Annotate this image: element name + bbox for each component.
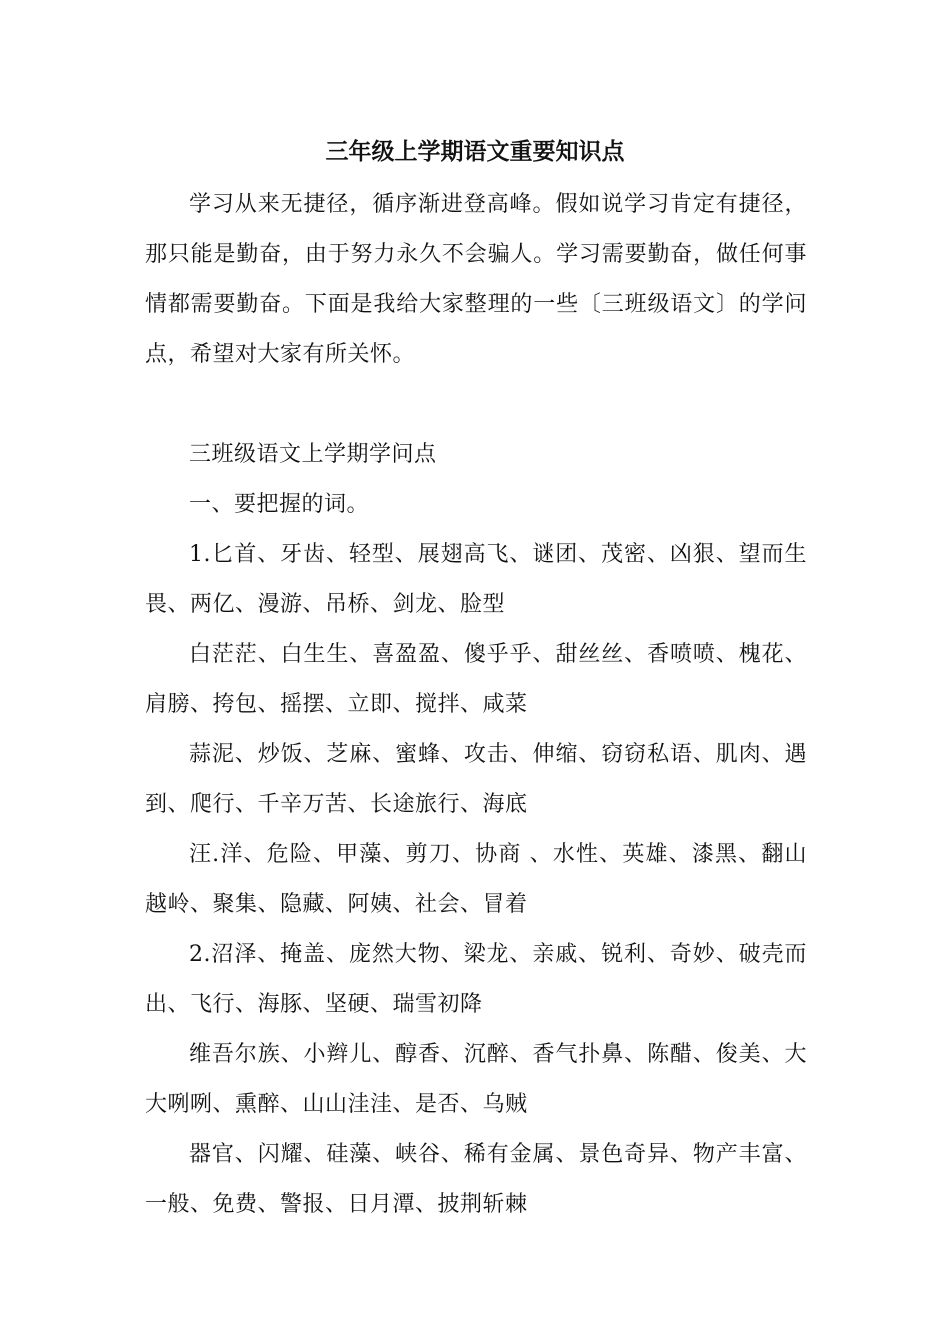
vocab-paragraph-6: 维吾尔族、小辫儿、醇香、沉醉、香气扑鼻、陈醋、俊美、大大咧咧、熏醉、山山洼洼、是否、乌贼	[145, 1042, 807, 1117]
vocab-paragraph-3: 蒜泥、炒饭、芝麻、蜜蜂、攻击、伸缩、窃窃私语、肌肉、遇到、爬行、千辛万苦、长途旅行、海底	[145, 742, 807, 817]
vocab-paragraph-5: 2.沼泽、掩盖、庞然大物、梁龙、亲戚、锐利、奇妙、破壳而出、飞行、海豚、坚硬、瑞雪初降	[145, 942, 807, 1017]
vocab-paragraph-1: 1.匕首、牙齿、轻型、展翅高飞、谜团、茂密、凶狠、望而生畏、两亿、漫游、吊桥、剑龙、脸型	[145, 542, 807, 617]
intro-paragraph: 学习从来无捷径，循序渐进登高峰。假如说学习肯定有捷径，那只能是勤奋，由于努力永久不会骗人。学习需要勤奋，做任何事情都需要勤奋。下面是我给大家整理的一些〔三班级语文〕的学问点，希望对大家有所关怀。	[145, 192, 807, 367]
document-body	[145, 180, 807, 1230]
vocab-paragraph-2: 白茫茫、白生生、喜盈盈、傻乎乎、甜丝丝、香喷喷、槐花、肩膀、挎包、摇摆、立即、搅拌、咸菜	[145, 642, 807, 717]
subsection-heading: 一、要把握的词。	[189, 492, 370, 517]
document-title: 三年级上学期语文重要知识点	[325, 138, 625, 165]
vocab-paragraph-4: 汪.洋、危险、甲藻、剪刀、协商 、水性、英雄、漆黑、翻山越岭、聚集、隐藏、阿姨、社会、冒着	[145, 842, 807, 917]
vocab-paragraph-7: 器官、闪耀、硅藻、峡谷、稀有金属、景色奇异、物产丰富、一般、免费、警报、日月潭、披荆斩棘	[145, 1142, 807, 1217]
section-heading: 三班级语文上学期学问点	[189, 442, 437, 467]
